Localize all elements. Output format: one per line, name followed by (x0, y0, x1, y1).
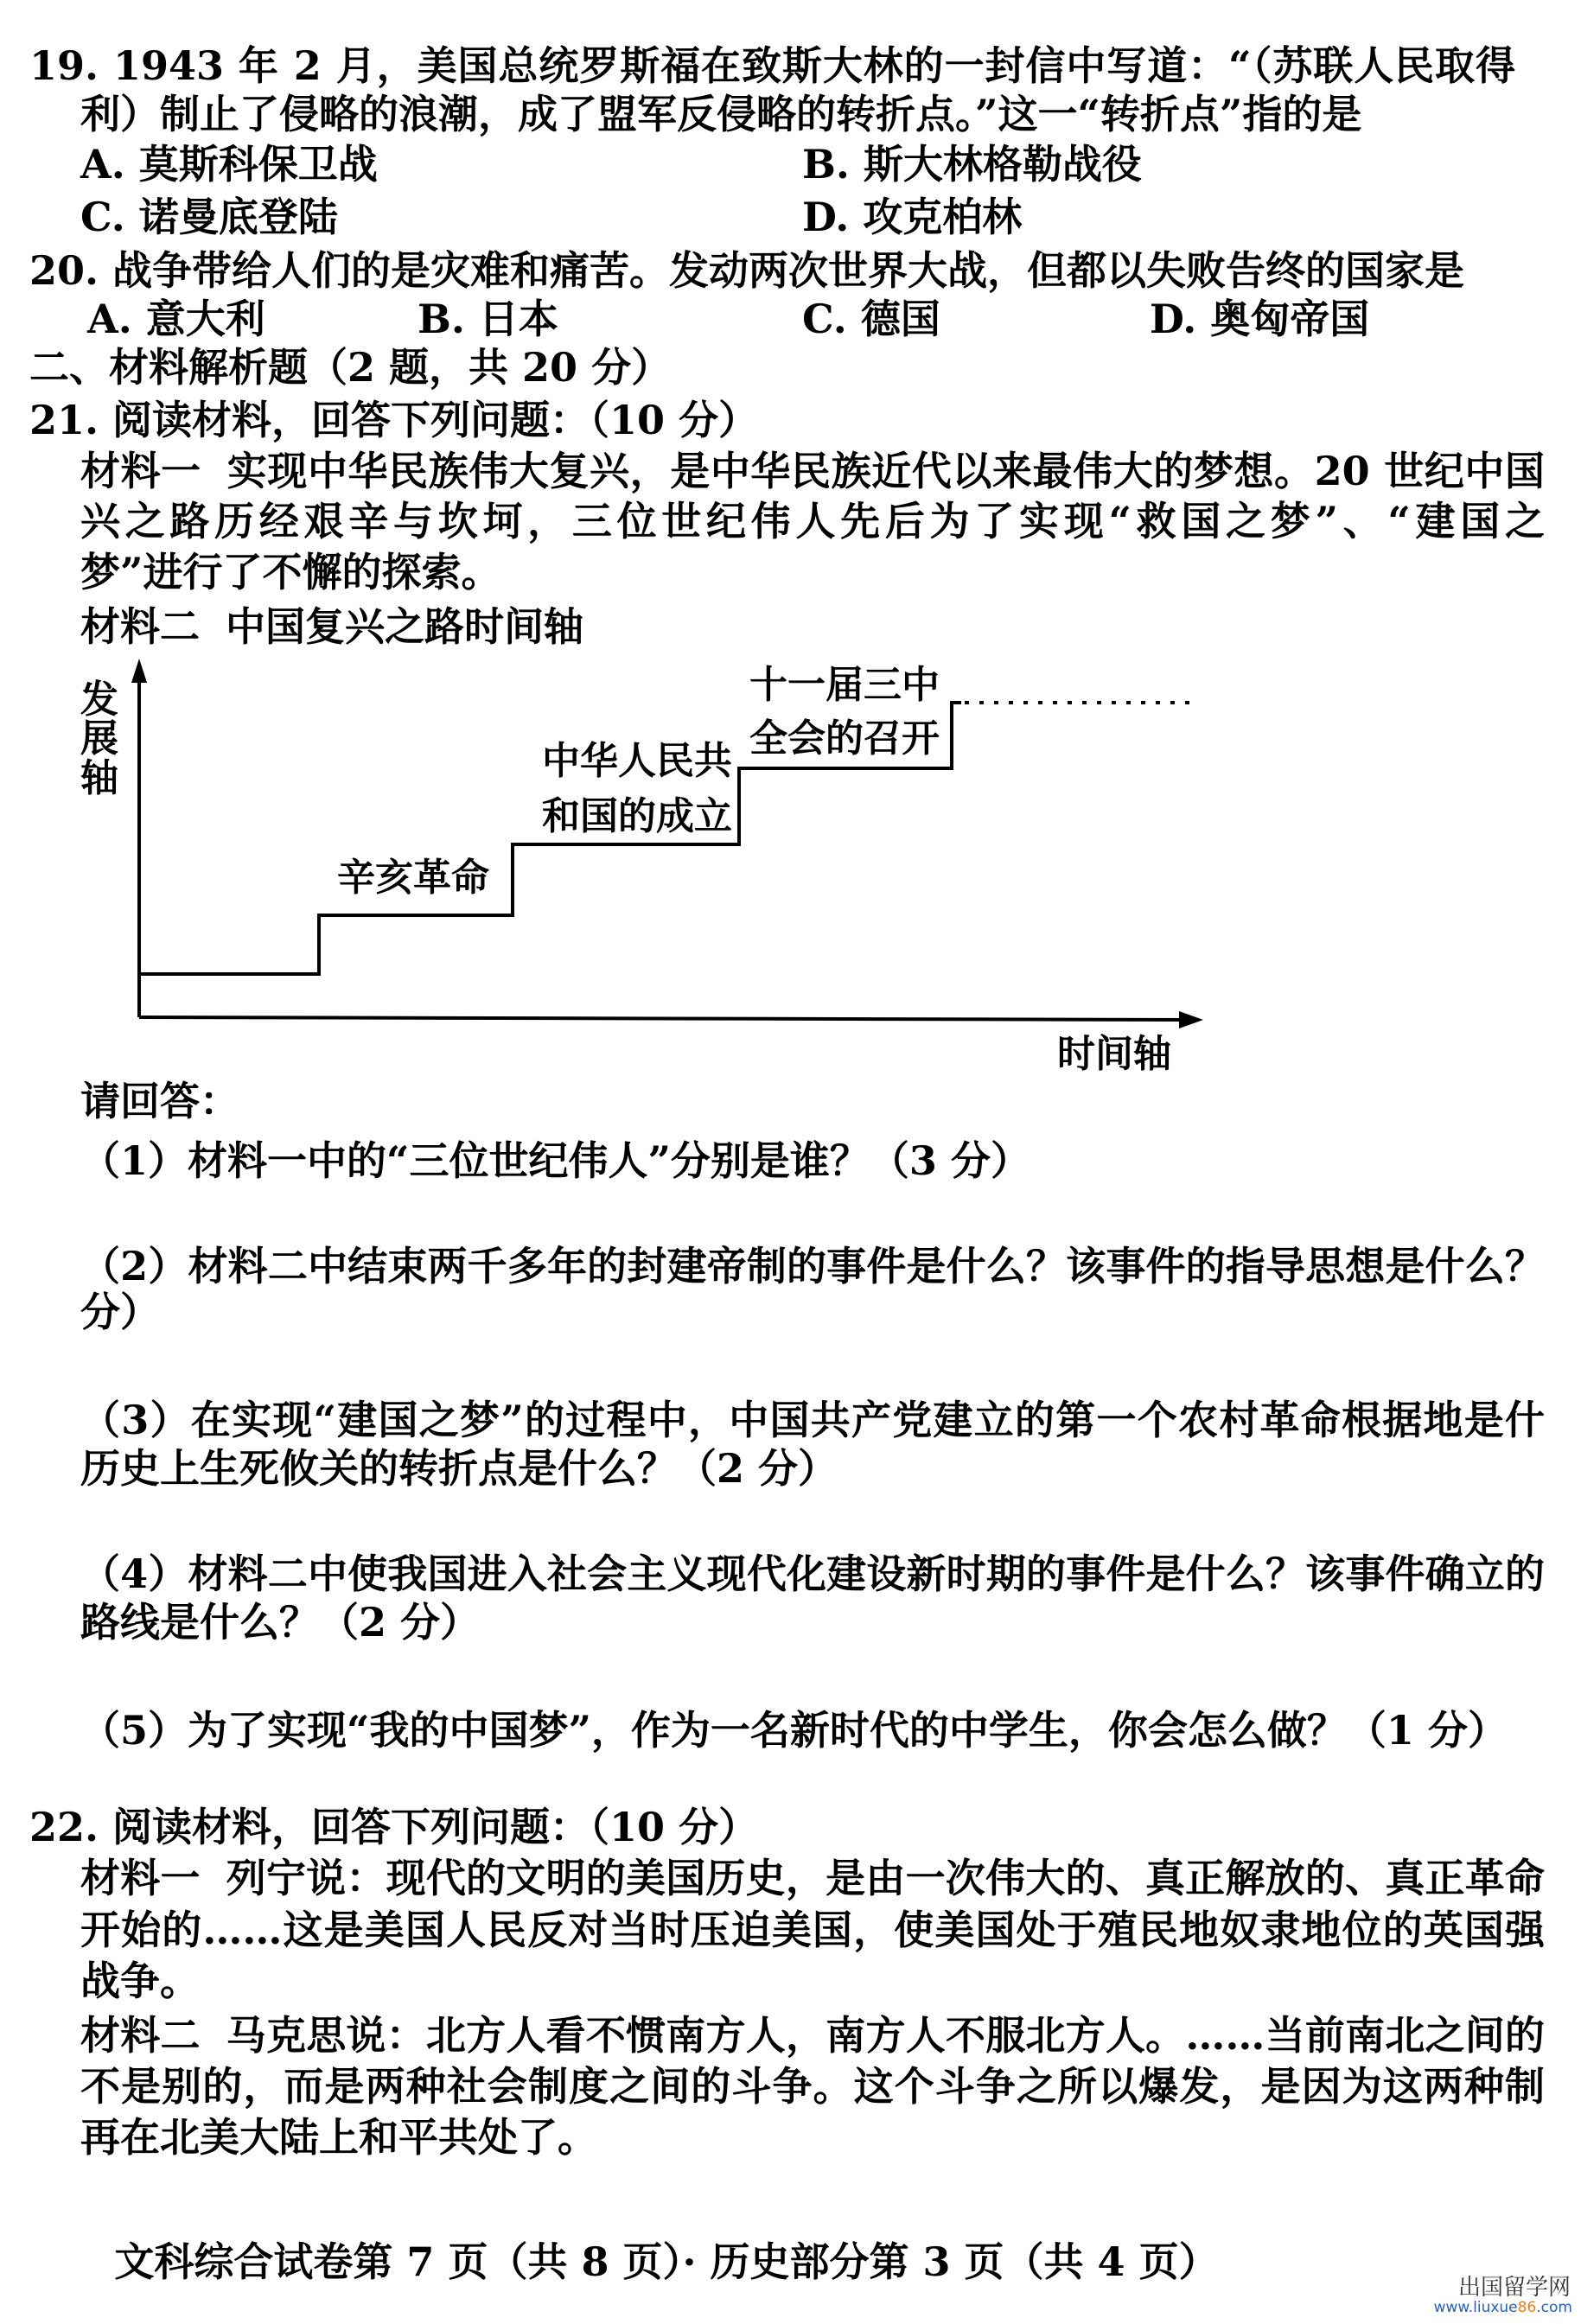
page-footer: 文科综合试卷第 7 页（共 8 页）· 历史部分第 3 页（共 4 页） (114, 2238, 1219, 2285)
step-label-xinhai: 辛亥革命 (337, 856, 489, 900)
step-label-plenum-2: 全会的召开 (749, 716, 940, 761)
q20-option-c: C. 德国 (802, 296, 940, 342)
subquestion-4-line2: 路线是什么？（2 分） (80, 1599, 481, 1646)
x-axis (139, 1017, 1191, 1020)
q22-material2-line2: 不是别的，而是两种社会制度之间的斗争。这个斗争之所以爆发，是因为这两种制 (80, 2064, 1545, 2109)
step-label-prc-1: 中华人民共 (542, 739, 732, 783)
step-label-prc-2: 和国的成立 (542, 794, 732, 838)
y-axis-label-1: 发 (80, 678, 118, 722)
x-axis-label: 时间轴 (1057, 1032, 1171, 1076)
q22-material2-line3: 再在北美大陆上和平共处了。 (80, 2114, 597, 2161)
subquestion-2-line2: 分） (80, 1289, 160, 1335)
watermark-url-part: www.liuxue (1433, 2299, 1518, 2316)
subquestion-5: （5）为了实现“我的中国梦”，作为一名新时代的中学生，你会怎么做？（1 分） (80, 1707, 1508, 1754)
subquestion-3-line2: 历史上生死攸关的转折点是什么？（2 分） (80, 1445, 838, 1492)
material-text: 实现中华民族伟大复兴，是中华民族近代以来最伟大的梦想。20 世纪中国 (226, 449, 1545, 493)
q21-title: 21. 阅读材料，回答下列问题：（10 分） (29, 397, 759, 443)
q22-material2-line1 (80, 2013, 1545, 2058)
q19-stem-line2: 利）制止了侵略的浪潮，成了盟军反侵略的转折点。”这一“转折点”指的是 (80, 91, 1362, 137)
subquestion-4-line1: （4）材料二中使我国进入社会主义现代化建设新时期的事件是什么？该事件确立的 (80, 1551, 1545, 1596)
q22-material1-line2: 开始的……这是美国人民反对当时压迫美国，使美国处于殖民地奴隶地位的英国强 (80, 1907, 1545, 1952)
watermark-logo-text: 出国留学网 (1457, 2275, 1571, 2301)
material-label: 材料一 (80, 1856, 201, 1901)
q20-stem: 20. 战争带给人们的是灾难和痛苦。发动两次世界大战，但都以失败告终的国家是 (29, 247, 1465, 294)
watermark-url-part: 86 (1517, 2299, 1537, 2316)
q20-option-a: A. 意大利 (87, 296, 265, 342)
step-label-plenum-1: 十一届三中 (749, 663, 940, 707)
timeline-diagram (0, 0, 1581, 1124)
watermark-url (1434, 2299, 1572, 2316)
material-label: 材料二 (80, 603, 200, 650)
y-axis-label-2: 展 (80, 716, 118, 761)
q21-material1-line2: 兴之路历经艰辛与坎坷，三位世纪伟人先后为了实现“救国之梦”、“建国之 (80, 499, 1545, 544)
material-label: 材料二 (80, 2013, 201, 2058)
subquestion-3-line1: （3）在实现“建国之梦”的过程中，中国共产党建立的第一个农村革命根据地是什 (80, 1398, 1545, 1442)
x-axis-arrow (1179, 1011, 1203, 1028)
timeline-title: 中国复兴之路时间轴 (226, 603, 583, 650)
y-axis-label-3: 轴 (80, 756, 118, 800)
material-text: 马克思说：北方人看不惯南方人，南方人不服北方人。……当前南北之间的 (226, 2013, 1545, 2058)
q21-material1-line3: 梦”进行了不懈的探索。 (80, 549, 501, 595)
subquestion-1: （1）材料一中的“三位世纪伟人”分别是谁？（3 分） (80, 1137, 1030, 1184)
q19-option-b: B. 斯大林格勒战役 (802, 141, 1142, 188)
section-heading: 二、材料解析题（2 题，共 20 分） (29, 344, 672, 391)
material-label: 材料一 (80, 449, 201, 493)
q22-title: 22. 阅读材料，回答下列问题：（10 分） (29, 1804, 759, 1850)
q19-option-a: A. 莫斯科保卫战 (80, 141, 378, 188)
y-axis-arrow (131, 659, 147, 683)
subquestion-2-line1: （2）材料二中结束两千多年的封建帝制的事件是什么？该事件的指导思想是什么？ (80, 1244, 1545, 1289)
material-text: 列宁说：现代的文明的美国历史，是由一次伟大的、真正解放的、真正革命 (226, 1856, 1545, 1901)
answer-prompt: 请回答： (80, 1078, 239, 1124)
q19-option-c: C. 诺曼底登陆 (80, 194, 338, 240)
q22-material1-line1 (80, 1856, 1545, 1901)
watermark-url-part: .com (1536, 2299, 1572, 2316)
q20-option-b: B. 日本 (418, 296, 558, 342)
q20-option-d: D. 奥匈帝国 (1150, 296, 1370, 342)
q19-stem-line1: 19. 1943 年 2 月，美国总统罗斯福在致斯大林的一封信中写道：“（苏联人民取得 (29, 43, 1515, 88)
q22-material1-line3: 战争。 (80, 1958, 200, 2004)
q19-option-d: D. 攻克柏林 (802, 194, 1023, 240)
